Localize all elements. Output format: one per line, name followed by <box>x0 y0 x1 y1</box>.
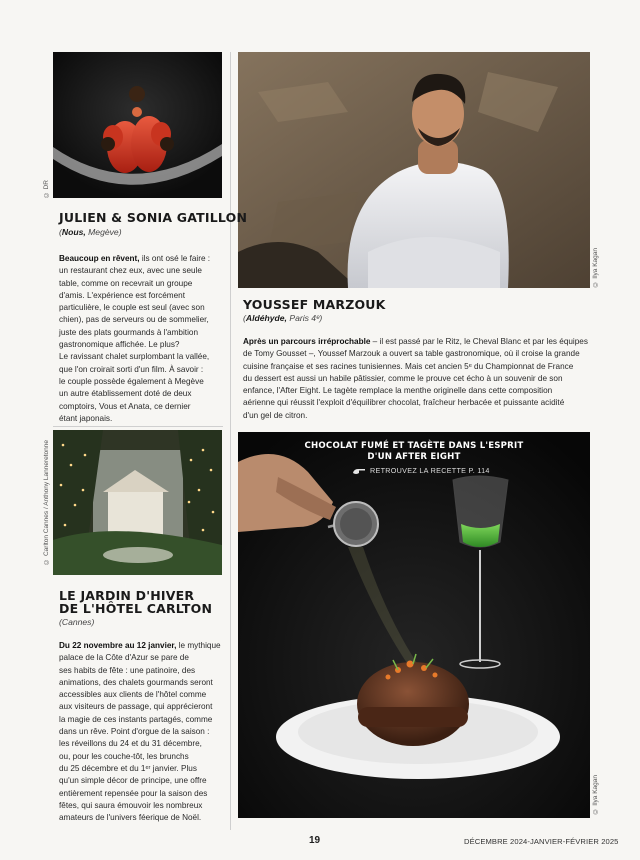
body-line: la magie de ces instants partagés, comme <box>59 714 213 724</box>
venue-name: Nous, <box>61 227 86 237</box>
recipe-photo <box>238 432 590 818</box>
article-body <box>243 336 593 422</box>
article-title: YOUSSEF MARZOUK <box>243 297 386 312</box>
body-line: enfance, l'After Eight. Le tagète remplace la menthe originelle dans cette composition <box>243 386 553 396</box>
article-title: JULIEN & SONIA GATILLON <box>59 210 248 225</box>
article-venue: (Nous, Megève) <box>59 227 122 237</box>
body-line: comptoirs, Vous et Anata, ce dernier <box>59 401 191 411</box>
body-line: animations, des chalets gourmands seront <box>59 677 213 687</box>
body-line: ses habits de fête : une patinoire, des <box>59 665 196 675</box>
section-divider <box>53 426 223 427</box>
body-line: d'amis. L'expérience est forcément <box>59 290 185 300</box>
recipe-title <box>238 441 590 463</box>
body-line: amateurs de l'univers féerique de Noël. <box>59 813 202 823</box>
body-line: du dessert est aussi un habile pâtissier, comme le prouve cet écho à un souvenir de son <box>243 373 563 383</box>
winter-garden-photo <box>53 430 222 575</box>
body-line: d'un gel de citron. <box>243 410 308 420</box>
body-line: entièrement repensée pour la saison des <box>59 788 208 798</box>
article-title <box>59 589 212 615</box>
body-line: chien), pas de serveurs ou de sommelier, <box>59 315 209 325</box>
body-line: ils ont osé le faire : <box>139 254 211 263</box>
recipe-illustration <box>238 432 590 818</box>
article-title-line: DE L'HÔTEL CARLTON <box>59 601 213 616</box>
body-line: qu'un simple décor de principe, une offre <box>59 776 207 786</box>
body-line: de Tomy Gousset –, Youssef Marzouk a ouvert sa table gastronomique, où il croise la grande <box>243 349 580 359</box>
photo-credit: © Carlton Cannes / Anthony Lanneretonne <box>43 440 50 565</box>
page-number: 19 <box>309 835 321 846</box>
chef-portrait-illustration <box>238 52 590 288</box>
article-title-line: LE JARDIN D'HIVER <box>59 588 195 603</box>
recipe-title-line: D'UN AFTER EIGHT <box>367 452 461 462</box>
article-lead: Beaucoup en rêvent, <box>59 254 140 263</box>
article-lead: Après un parcours irréprochable <box>243 337 371 346</box>
body-line: que l'on croirait sorti d'un film. À savoir : <box>59 364 204 374</box>
article-lead: Du 22 novembre au 12 janvier, <box>59 641 177 650</box>
venue-place: Paris 4ᵉ <box>289 313 320 323</box>
venue-place: Megève <box>88 227 119 237</box>
recipe-title-line: CHOCOLAT FUMÉ ET TAGÈTE DANS L'ESPRIT <box>304 441 524 451</box>
body-line: aux visiteurs de passage, qui apprécieront <box>59 702 213 712</box>
body-line: un restaurant chez eux, avec une seule <box>59 266 202 276</box>
body-line: le couple possède également à Megève <box>59 376 204 386</box>
article-venue: (Aldéhyde, Paris 4ᵉ) <box>243 313 323 323</box>
body-line: ou, pour les couche-tôt, les brunchs <box>59 751 189 761</box>
body-line: cuisine française et ses racines tunisiennes. Mais cet ancien 5ᵉ du Championnat de France <box>243 361 574 371</box>
body-line: – il est passé par le Ritz, le Cheval Blanc et par les équipes <box>370 337 588 346</box>
body-line: du 25 décembre et du 1ᵉʳ janvier. Plus <box>59 763 197 773</box>
body-line: un autre établissement doté de deux <box>59 389 192 399</box>
column-divider <box>230 52 231 830</box>
body-line: les réveillons du 24 et du 31 décembre, <box>59 739 202 749</box>
recipe-link-label: RETROUVEZ LA RECETTE P. 114 <box>370 466 490 475</box>
venue-name: Aldéhyde, <box>245 313 287 323</box>
hand-pointing-icon <box>352 467 366 475</box>
dessert-illustration <box>53 52 222 198</box>
body-line: aérienne qui réussit l'exploit d'équilibrer chocolat, fraîcheur herbacée et puissante acidité <box>243 398 565 408</box>
photo-credit: © Ilya Kagan <box>592 775 599 815</box>
body-line: particulière, le couple est seul (avec son <box>59 303 205 313</box>
body-line: gastronomique affichée. Le plus? <box>59 340 180 350</box>
photo-credit: © Ilya Kagan <box>592 248 599 288</box>
dessert-photo <box>53 52 222 198</box>
body-line: palace de la Côte d'Azur se pare de <box>59 653 189 663</box>
body-line: dans un rêve. Point d'orgue de la saison : <box>59 727 210 737</box>
issue-date: DÉCEMBRE 2024-JANVIER-FÉVRIER 2025 <box>464 837 619 846</box>
body-line: Le ravissant chalet surplombant la vallée, <box>59 352 210 362</box>
photo-credit: © DR <box>43 180 50 199</box>
article-venue: (Cannes) <box>59 617 95 627</box>
body-line: fêtes, qui saura émouvoir les nombreux <box>59 800 203 810</box>
body-line: accessibles aux clients de l'hôtel comme <box>59 690 207 700</box>
body-line: table, comme on recevrait un groupe <box>59 278 193 288</box>
article-body <box>59 640 229 824</box>
recipe-link[interactable] <box>352 466 490 475</box>
article-body <box>59 253 229 425</box>
chef-portrait-photo <box>238 52 590 288</box>
body-line: étant japonais. <box>59 413 113 423</box>
body-line: le mythique <box>176 641 221 650</box>
body-line: juste des plats gourmands à l'ambition <box>59 327 199 337</box>
winter-garden-illustration <box>53 430 222 575</box>
